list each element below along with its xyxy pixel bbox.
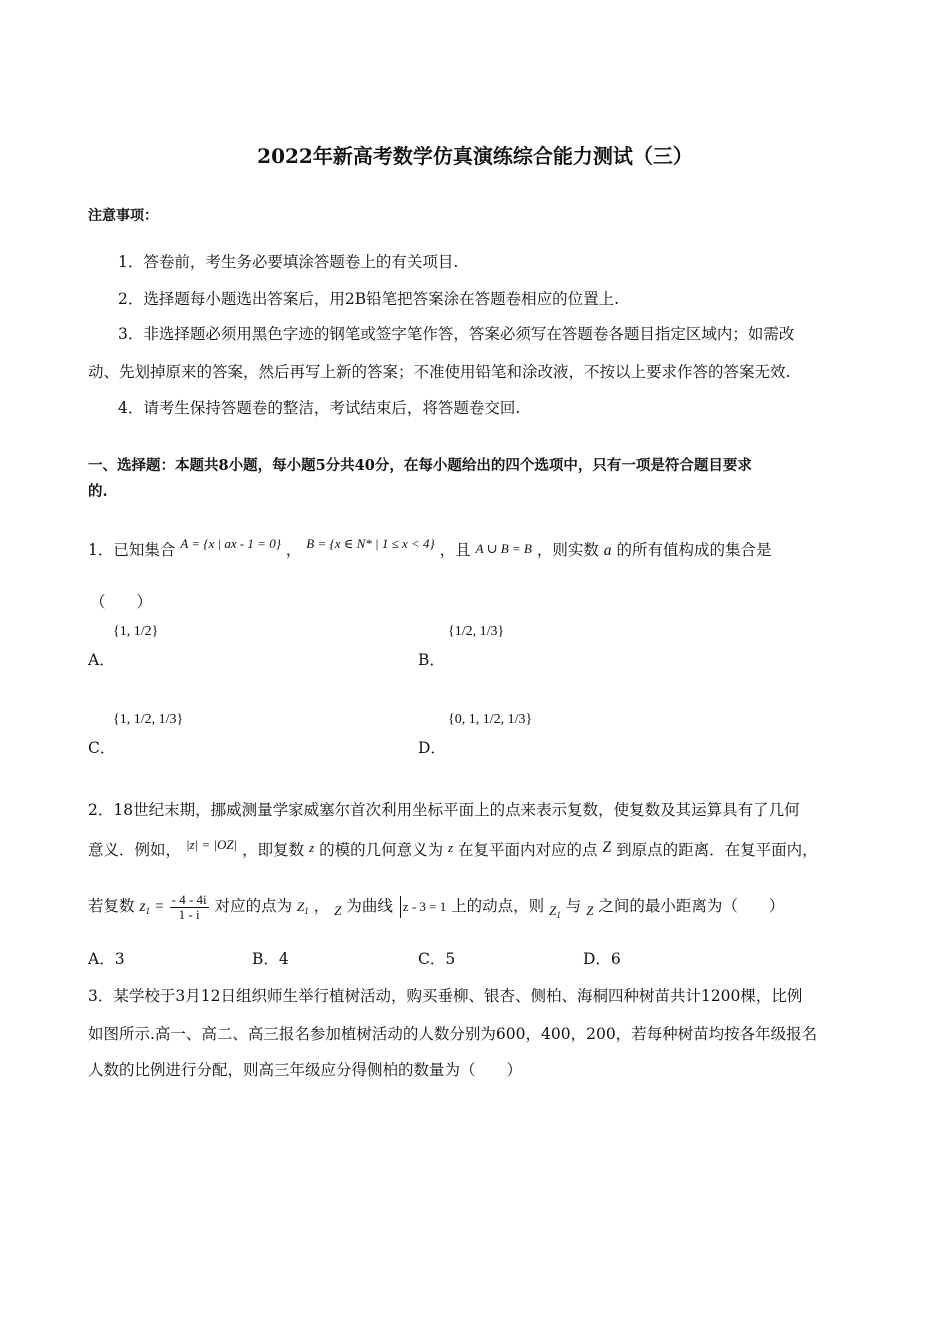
q1-option-b-value[interactable]: {1/2, 1/3} [448,624,505,639]
q1-option-c-value[interactable]: {1, 1/2, 1/3} [113,712,184,727]
q2-option-b[interactable]: B．4 [252,950,289,968]
q2-text: 与 [565,897,582,915]
q2-text: 对应的点为 [214,897,293,915]
q2-z1-numerator: - 4 - 4i [171,891,207,907]
q2-text: 的模的几何意义为 [319,841,444,859]
q2-text: ，即复数 [242,841,305,859]
q1-text: 的所有值构成的集合是 [616,541,772,559]
q1-option-d-value[interactable]: {0, 1, 1/2, 1/3} [448,712,533,727]
q1-option-b-label[interactable]: B． [418,651,445,669]
q2-z1-fraction [170,893,209,921]
q2-text: 意义．例如， [88,841,182,859]
q3-line-3: 人数的比例进行分配，则高三年级应分得侧柏的数量为（ ） [88,1061,523,1079]
q2-text: 上的动点，则 [451,897,545,915]
q1-option-a-value[interactable]: {1, 1/2} [113,624,159,639]
q2-var-z: z [448,840,454,855]
q1-text: ，则实数 [536,541,599,559]
q2-z1-denominator: 1 - i [178,906,200,922]
q1-set-a: A = {x | ax - 1 = 0} [180,536,281,551]
notice-item-4: 4．请考生保持答题卷的整洁，考试结束后，将答题卷交回. [118,399,521,417]
q2-point-z: Z [586,903,594,918]
section-heading-cont: 的. [88,483,108,500]
q2-option-c[interactable]: C．5 [418,950,456,968]
q2-text: 到原点的距离．在复平面内， [616,841,818,859]
q1-option-d-label[interactable]: D． [418,739,446,757]
section-heading: 一、选择题：本题共8小题，每小题5分共40分，在每小题给出的四个选项中，只有一项是符合题目要求 [88,457,752,474]
q1-answer-paren: （ ） [90,593,153,611]
notice-item-3-cont: 动、先划掉原来的答案，然后再写上新的答案；不准使用铅笔和涂改液，不按以上要求作答的答案无效. [88,363,791,381]
q2-point-z: Z [602,839,612,856]
q2-line-1: 2．18世纪末期，挪威测量学家威塞尔首次利用坐标平面上的点来表示复数，使复数及其运算具有了几何 [88,801,800,819]
q2-text: 若复数 [88,897,135,915]
q2-point-z1: $Z_1$ [297,899,309,916]
q2-line-2 [88,830,818,865]
q2-text: 为曲线 [346,897,393,915]
q1-option-a-label[interactable]: A． [88,651,115,669]
q1-option-c-label[interactable]: C． [88,739,116,757]
q2-text: 之间的最小距离为（ ） [598,897,785,915]
q2-curve: z - 3 = 1 [402,899,447,914]
q3-line-1: 3．某学校于3月12日组织师生举行植树活动，购买垂柳、银杏、侧柏、海桐四种树苗共计1200棵，比例 [88,987,803,1005]
q1-set-b: B = {x ∈ N* | 1 ≤ x < 4} [306,536,435,551]
q1-condition: A ∪ B = B [475,541,532,556]
q2-modulus-formula: |z| = |OZ| [185,837,238,852]
q1-variable: a [603,542,612,559]
q2-z1-symbol: $z_1$ [139,898,150,916]
q2-point-z: Z [334,903,342,918]
notice-item-3: 3．非选择题必须用黑色字迹的钢笔或签字笔作答，答案必须写在答题卷各题目指定区域内；如需改 [118,325,795,343]
q1-text: ， [285,541,302,559]
q2-text: 在复平面内对应的点 [458,841,598,859]
notice-item-2: 2．选择题每小题选出答案后，用2B铅笔把答案涂在答题卷相应的位置上. [118,290,620,308]
page-title: 2022年新高考数学仿真演练综合能力测试（三） [257,144,693,168]
q2-text: ， [313,897,330,915]
notice-item-1: 1．答卷前，考生务必要填涂答题卷上的有关项目. [118,253,459,271]
question-1 [88,524,771,571]
q2-option-a[interactable]: A．3 [88,950,125,968]
q2-line-3: 若复数 $z_1$ = $\frac{- 4 - 4i}{1 - i}$ 对应的点为 $Z_1$ ， $_Z$ 为曲线 z - 3 = 1 上的动点，则 $_{Z_1}$ 与 $_Z$ 之间的最小距离为（ ） [88,891,785,922]
notice-heading: 注意事项： [88,208,158,224]
q3-line-2: 如图所示.高一、高二、高三报名参加植树活动的人数分别为600，400，200，若每种树苗均按各年级报名 [88,1025,818,1043]
q1-text: 1．已知集合 [88,541,176,559]
q2-var-z: z [309,840,315,855]
q2-option-d[interactable]: D．6 [583,950,621,968]
q2-point-z1: Z1 [549,903,561,920]
q1-text: ，且 [439,541,471,559]
